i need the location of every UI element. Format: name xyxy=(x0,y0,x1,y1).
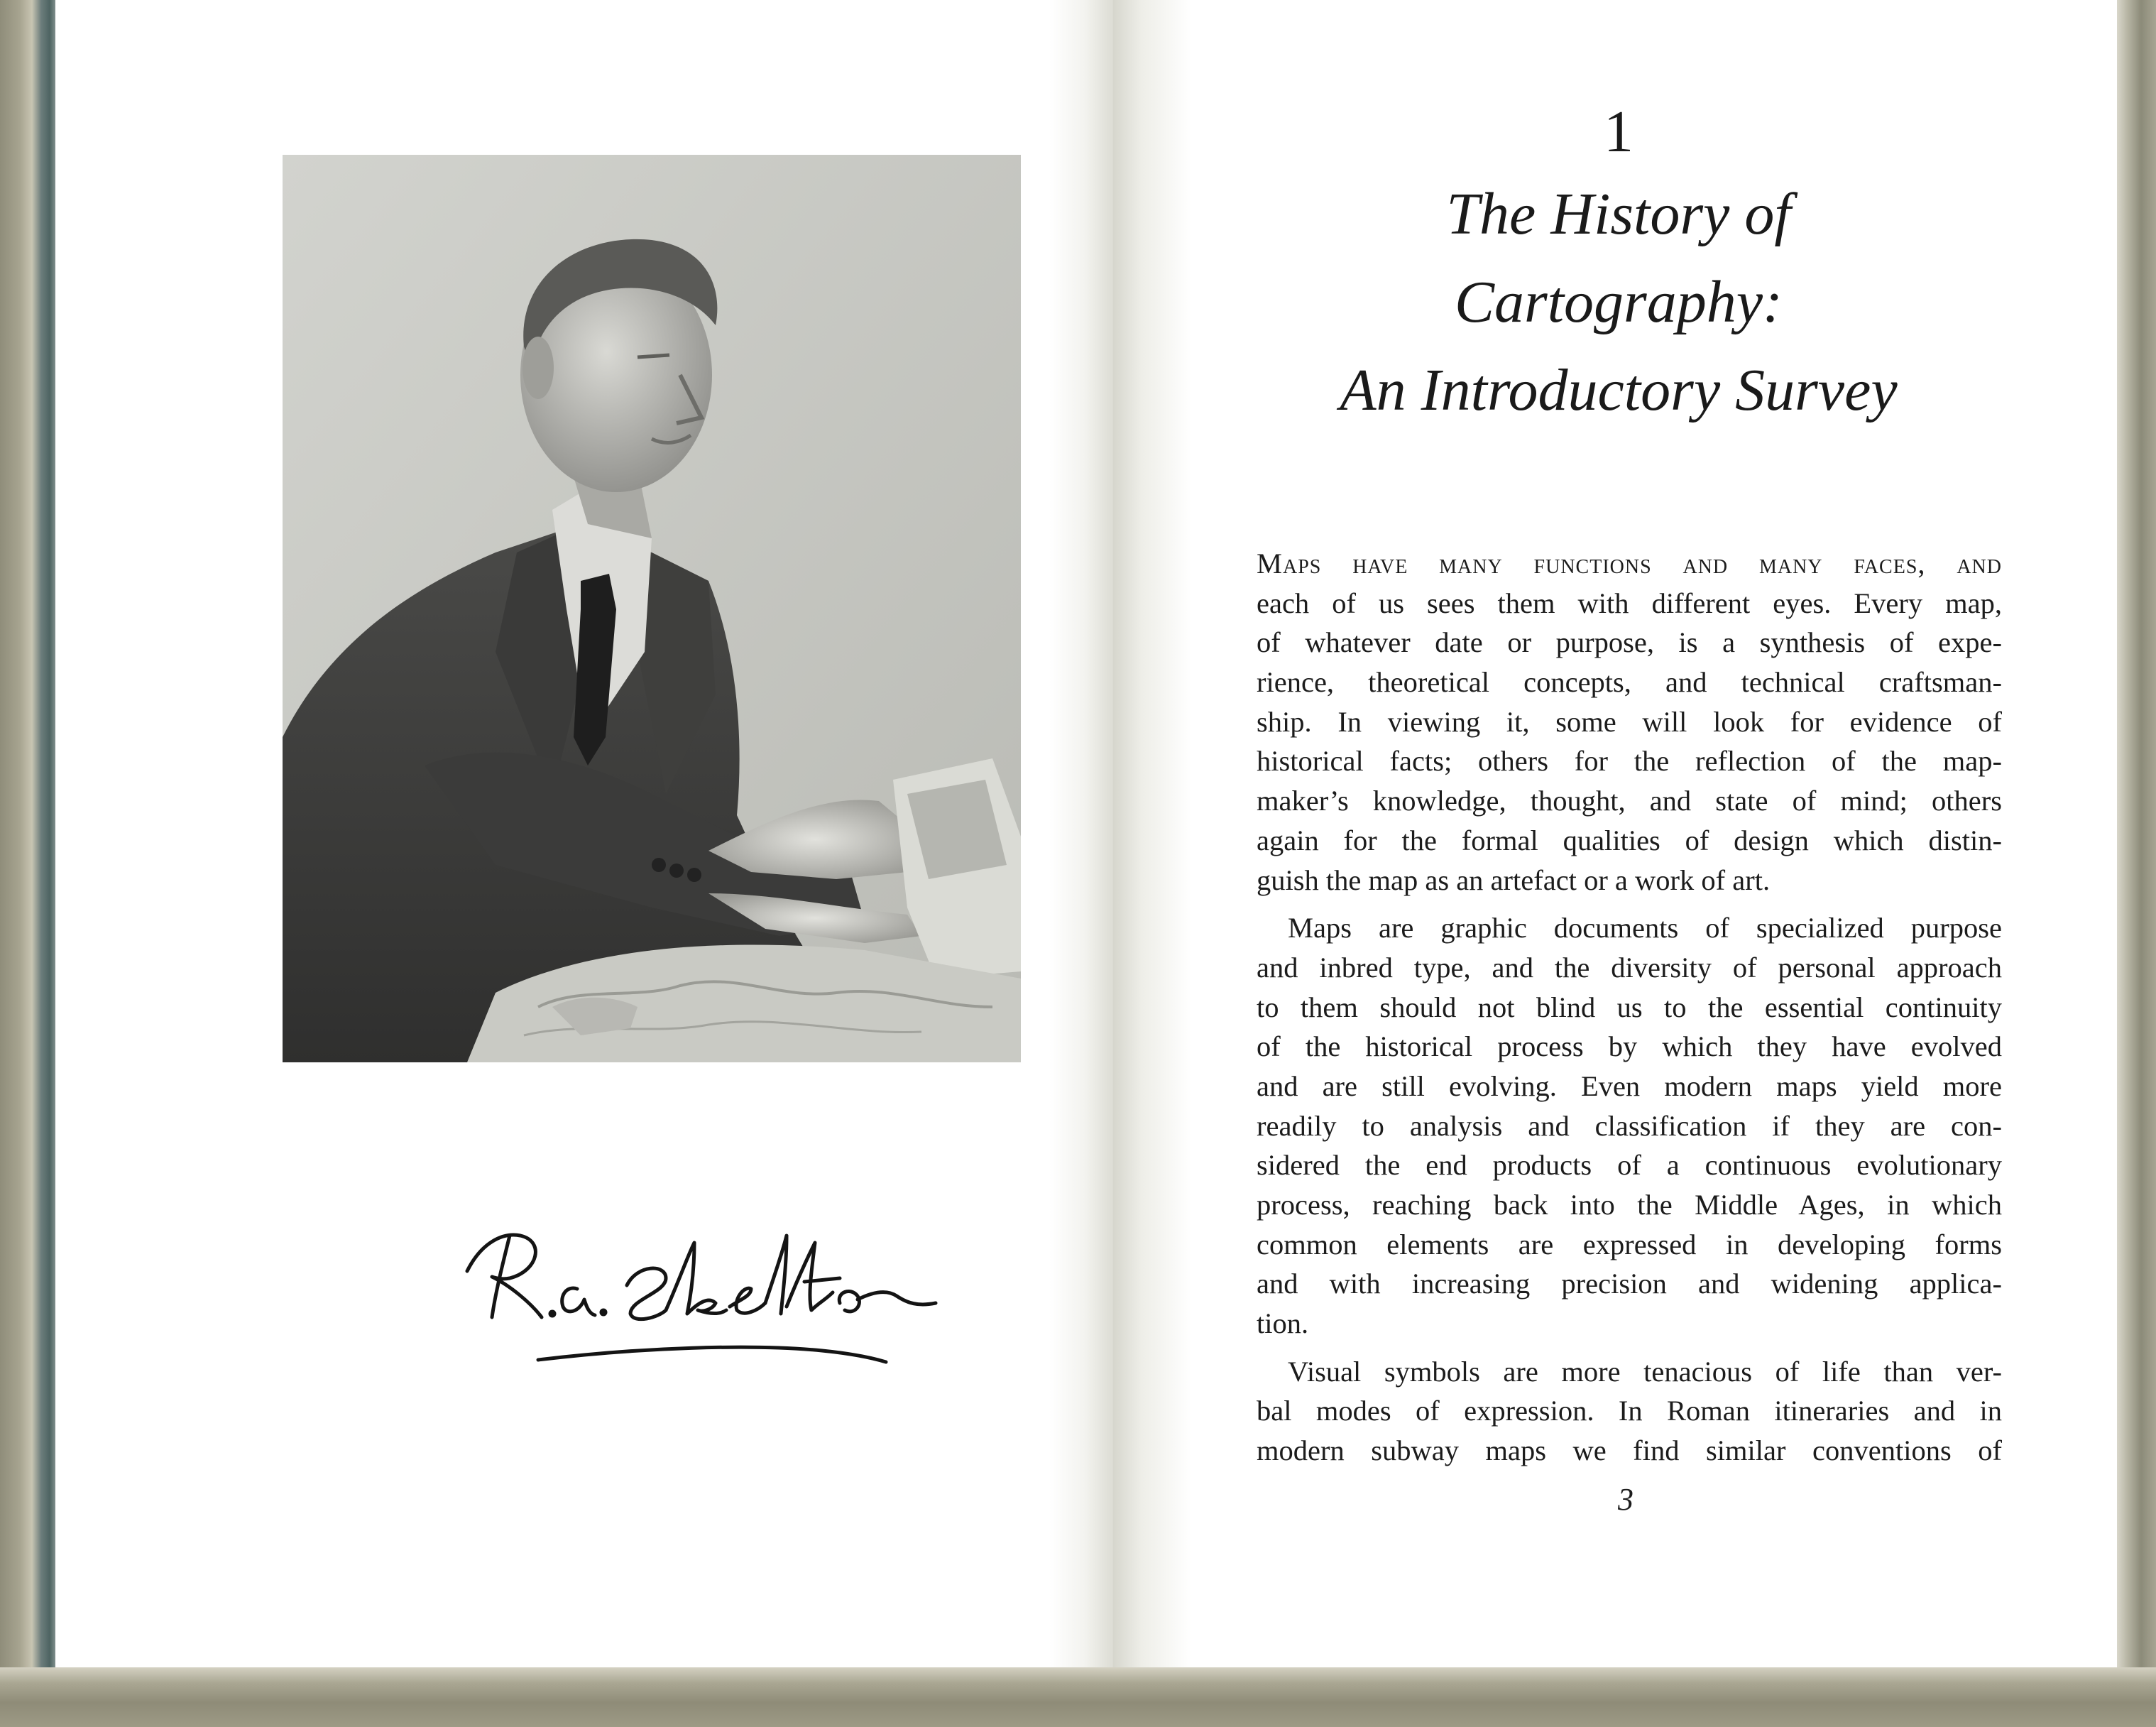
left-page xyxy=(55,0,1113,1670)
text-line: of the historical process by which they have evolved xyxy=(1257,1030,2002,1063)
chapter-title-line: Cartography: xyxy=(1455,269,1783,335)
author-signature xyxy=(453,1165,992,1378)
book-cover-left-edge xyxy=(0,0,55,1727)
text-line: maker’s knowledge, thought, and state of mind; others xyxy=(1257,785,2002,817)
text-line: rience, theoretical concepts, and technical craftsman- xyxy=(1257,666,2002,699)
chapter-title-line: An Introductory Survey xyxy=(1340,357,1898,423)
text-line: common elements are expressed in developing forms xyxy=(1257,1228,2002,1260)
text-line: ship. In viewing it, some will look for evidence of xyxy=(1257,705,2002,738)
text-line: bal modes of expression. In Roman itineraries and in xyxy=(1257,1395,2002,1427)
text-line: each of us sees them with different eyes. Every map, xyxy=(1257,587,2002,619)
text-line: to them should not blind us to the essential continuity xyxy=(1257,991,2002,1023)
text-line: guish the map as an artefact or a work of art. xyxy=(1257,864,1771,896)
text-line: and inbred type, and the diversity of personal approach xyxy=(1257,951,2002,984)
chapter-title xyxy=(1306,170,1931,435)
text-line: readily to analysis and classification if they are con- xyxy=(1257,1109,2002,1142)
book-cover-right-edge xyxy=(2117,0,2156,1727)
text-line: Maps are graphic documents of specialized purpose xyxy=(1288,912,2002,944)
text-line: sidered the end products of a continuous evolutionary xyxy=(1257,1149,2002,1182)
author-portrait-photo xyxy=(283,155,1021,1062)
text-line: of whatever date or purpose, is a synthesis of expe- xyxy=(1257,626,2002,659)
chapter-body-text xyxy=(1257,544,2002,1471)
page-number: 3 xyxy=(1618,1482,1634,1517)
text-line: tion. xyxy=(1257,1307,1309,1340)
text-line: and are still evolving. Even modern maps yield more xyxy=(1257,1069,2002,1102)
text-line: modern subway maps we find similar conventions of xyxy=(1257,1434,2002,1467)
text-line: again for the formal qualities of design which distin- xyxy=(1257,824,2002,856)
text-line: historical facts; others for the reflection of the map- xyxy=(1257,745,2002,778)
chapter-title-line: The History of xyxy=(1446,181,1791,247)
text-line: process, reaching back into the Middle Ages, in which xyxy=(1257,1189,2002,1221)
chapter-number: 1 xyxy=(1604,99,1634,165)
text-line: Maps have many functions and many faces, and xyxy=(1257,547,2002,579)
book-cover-bottom-edge xyxy=(0,1667,2156,1727)
text-line: Visual symbols are more tenacious of life than ver- xyxy=(1288,1355,2002,1388)
text-line: and with increasing precision and widening applica- xyxy=(1257,1268,2002,1300)
